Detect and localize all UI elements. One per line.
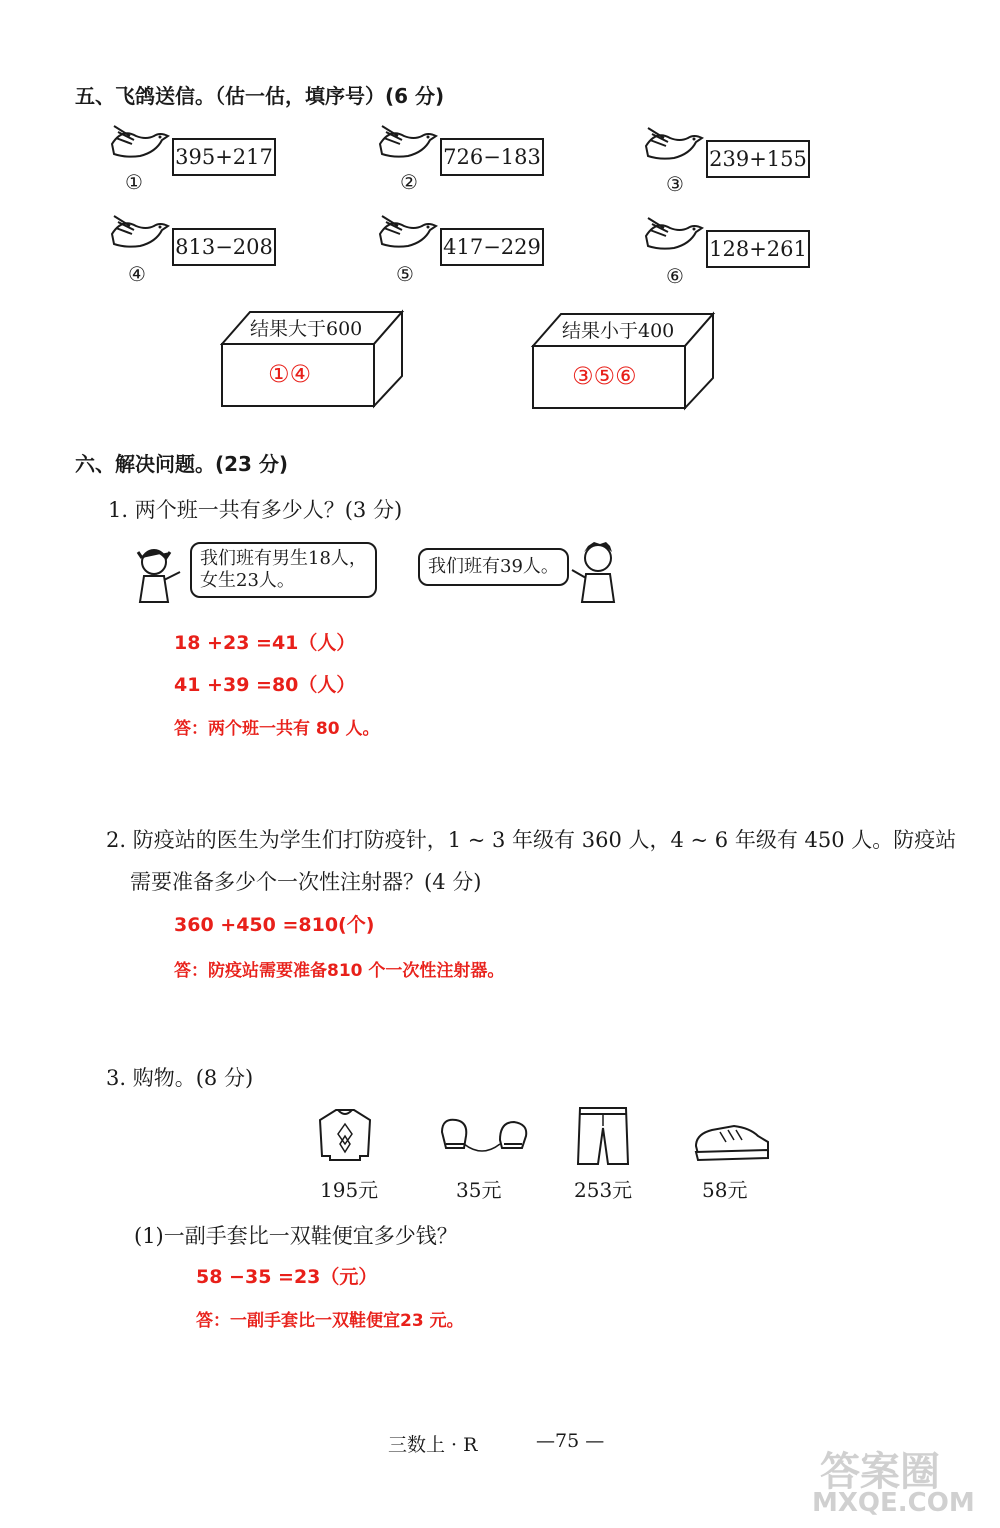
q2-answer: 答：防疫站需要准备810 个一次性注射器。	[174, 961, 505, 981]
price-gloves: 35元	[456, 1178, 502, 1202]
pigeon-icon	[108, 212, 172, 258]
price-pants: 253元	[574, 1178, 633, 1202]
footer-book: 三数上 · R	[388, 1434, 478, 1456]
speech-bubble-girl	[190, 542, 377, 598]
pigeon-number: ⑤	[396, 262, 414, 286]
q1-equation-1: 18 +23 =41（人）	[174, 632, 356, 654]
mailbox-label: 结果大于600	[250, 318, 363, 340]
footer-page: —75 —	[536, 1430, 605, 1452]
expression-box: 395+217	[172, 138, 276, 176]
pigeon-number: ④	[128, 262, 146, 286]
price-shoes: 58元	[702, 1178, 748, 1202]
q2-equation-1: 360 +450 =810(个)	[174, 914, 375, 936]
mailbox-answer: ①④	[268, 360, 312, 388]
question-2-line-2: 需要准备多少个一次性注射器？(4 分)	[130, 870, 482, 894]
q1-answer: 答：两个班一共有 80 人。	[174, 719, 380, 739]
q1-equation-2: 41 +39 =80（人）	[174, 674, 356, 696]
section5-title: 五、飞鸽送信。（估一估，填序号）(6 分)	[75, 84, 445, 108]
q3-equation-1: 58 −35 =23（元）	[196, 1266, 378, 1288]
price-sweater: 195元	[320, 1178, 379, 1202]
expression-box: 128+261	[706, 230, 810, 268]
watermark-url: MXQE.COM	[812, 1488, 975, 1518]
question-3-sub-1: (1)一副手套比一双鞋便宜多少钱？	[134, 1224, 458, 1248]
question-1: 1. 两个班一共有多少人？(3 分)	[108, 498, 403, 522]
speech-bubble-boy: 我们班有39人。	[418, 548, 569, 586]
question-2-line-1: 2. 防疫站的医生为学生们打防疫针，1 ~ 3 年级有 360 人，4 ~ 6 年级有 450 人。防疫站	[106, 828, 957, 852]
question-3: 3. 购物。(8 分)	[106, 1066, 254, 1090]
pigeon-number: ①	[125, 170, 143, 194]
q3-answer: 答：一副手套比一双鞋便宜23 元。	[196, 1311, 464, 1331]
bubble-line: 我们班有男生18人，	[200, 548, 367, 569]
pigeon-number: ③	[666, 172, 684, 196]
section6-title: 六、解决问题。(23 分)	[75, 452, 289, 476]
pigeon-icon	[376, 212, 440, 258]
shoes-icon	[692, 1120, 772, 1164]
girl-character-icon	[128, 544, 186, 608]
gloves-icon	[438, 1114, 530, 1158]
pigeon-icon	[642, 214, 706, 260]
pigeon-number: ②	[400, 170, 418, 194]
pigeon-icon	[376, 122, 440, 168]
sweater-icon	[316, 1106, 374, 1164]
pigeon-number: ⑥	[666, 264, 684, 288]
mailbox-answer: ③⑤⑥	[572, 362, 637, 390]
expression-box: 813−208	[172, 228, 276, 266]
bubble-line: 女生23人。	[200, 570, 295, 591]
mailbox-label: 结果小于400	[562, 320, 675, 342]
pigeon-icon	[108, 122, 172, 168]
boy-character-icon	[566, 540, 624, 606]
expression-box: 726−183	[440, 138, 544, 176]
watermark-logo: 答案圈	[820, 1449, 940, 1495]
pigeon-icon	[642, 124, 706, 170]
expression-box: 417−229	[440, 228, 544, 266]
expression-box: 239+155	[706, 140, 810, 178]
pants-icon	[574, 1104, 632, 1168]
